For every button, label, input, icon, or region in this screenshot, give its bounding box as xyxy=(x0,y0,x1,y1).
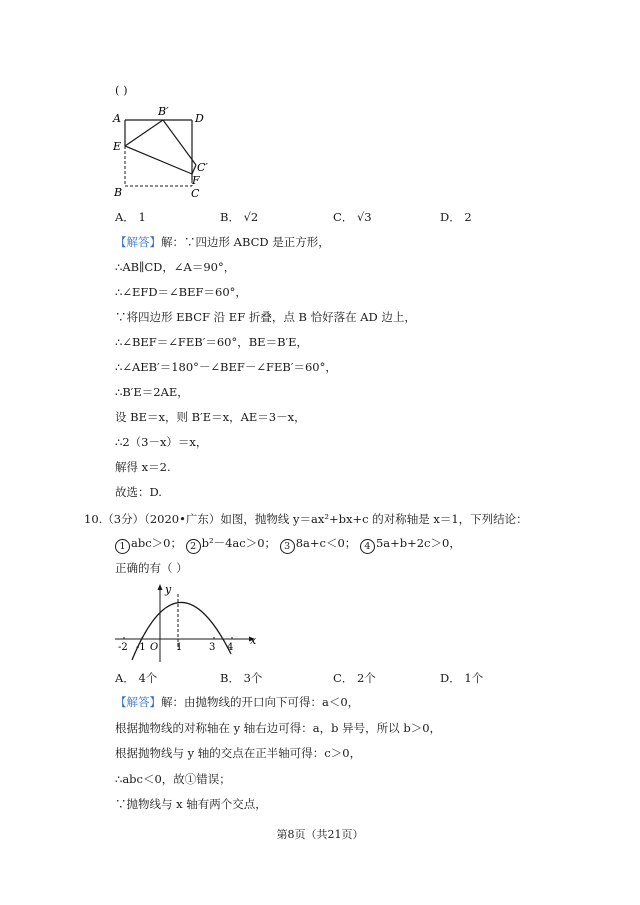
q9-solution-line-6: ∴∠AEB′＝180°－∠BEF－∠FEB′＝60°， xyxy=(115,360,337,374)
q10-solution-line-1: 【解答】解：由抛物线的开口向下可得：a＜0， xyxy=(115,695,360,709)
q10-x-axis-label: x xyxy=(250,634,257,647)
q10-tick-4: 4 xyxy=(227,642,234,653)
q10-solution-line-2: 根据抛物线的对称轴在 y 轴右边可得：a，b 异号，所以 b＞0， xyxy=(115,721,442,735)
q9-option-d: D． 2 xyxy=(440,210,472,224)
q10-parabola-graph xyxy=(110,582,260,666)
q9-label-a: A xyxy=(113,112,121,125)
q10-tick-neg2: -2 xyxy=(118,642,128,653)
q9-answer-tag: 【解答】 xyxy=(115,235,161,249)
q9-solution-line-7: ∴B′E＝2AE， xyxy=(115,385,189,399)
q10-prompt: 正确的有（ ） xyxy=(115,561,188,575)
page-footer: 第8页（共21页） xyxy=(276,828,364,841)
q10-conclusion-number: 4 xyxy=(360,539,375,554)
q9-solution-line-4: ∵将四边形 EBCF 沿 EF 折叠，点 B 恰好落在 AD 边上， xyxy=(115,310,416,324)
q9-solution-line-11: 故选：D. xyxy=(115,485,162,499)
q10-conclusions: 1 abc＞0； 2 b²－4ac＞0； 3 8a+c＜0； 4 5a+b+2c＞0， xyxy=(115,535,461,554)
q9-label-b-prime: B′ xyxy=(158,105,169,118)
q10-option-a: A． 4个 xyxy=(115,671,158,685)
q9-solution-line-9: ∴2（3－x）＝x， xyxy=(115,435,208,449)
q9-solution-line-2: ∴AB∥CD，∠A＝90°， xyxy=(115,260,236,274)
q10-option-c: C． 2个 xyxy=(333,671,376,685)
q9-answer-paren: ( ) xyxy=(115,83,128,97)
q9-label-f: F xyxy=(192,174,200,187)
q10-y-axis-label: y xyxy=(165,583,172,596)
q10-conclusion-number: 1 xyxy=(115,539,130,554)
q9-label-d: D xyxy=(195,112,204,125)
q9-label-e: E xyxy=(113,140,122,153)
q9-option-c: C． √3 xyxy=(333,210,372,224)
q10-solution-line-5: ∵抛物线与 x 轴有两个交点， xyxy=(115,797,267,811)
q10-origin-label: O xyxy=(150,642,159,653)
q10-option-d: D． 1个 xyxy=(440,671,484,685)
q9-solution-line-3: ∴∠EFD＝∠BEF＝60°， xyxy=(115,285,247,299)
q10-tick-3: 3 xyxy=(209,642,216,653)
q10-conclusion-number: 2 xyxy=(186,539,201,554)
q9-option-b: B． √2 xyxy=(220,210,259,224)
q9-solution-line-10: 解得 x＝2. xyxy=(115,460,171,474)
q10-solution-line-4: ∴abc＜0，故①错误； xyxy=(115,772,231,786)
q10-solution-line-3: 根据抛物线与 y 轴的交点在正半轴可得：c＞0， xyxy=(115,746,362,760)
q10-option-b: B． 3个 xyxy=(220,671,263,685)
q9-solution-line-1: 【解答】解：∵四边形 ABCD 是正方形， xyxy=(115,235,330,249)
q10-tick-1: 1 xyxy=(176,642,183,653)
q9-option-a: A． 1 xyxy=(115,210,146,224)
q10-stem: 10.（3分）（2020•广东）如图，抛物线 y＝ax²+bx+c 的对称轴是 x＝1，下列结论： xyxy=(84,512,528,526)
q9-label-c-prime: C′ xyxy=(197,161,208,174)
q10-tick-neg1: -1 xyxy=(136,642,146,653)
q9-solution-line-8: 设 BE＝x，则 B′E＝x，AE＝3－x， xyxy=(115,410,306,424)
q10-conclusion-number: 3 xyxy=(280,539,295,554)
q9-solution-line-5: ∴∠BEF＝∠FEB′＝60°，BE＝B′E， xyxy=(115,335,309,349)
q10-answer-tag: 【解答】 xyxy=(115,695,161,709)
q9-square-figure xyxy=(108,102,228,202)
q9-label-b: B xyxy=(114,186,123,199)
q9-label-c: C xyxy=(191,187,200,200)
